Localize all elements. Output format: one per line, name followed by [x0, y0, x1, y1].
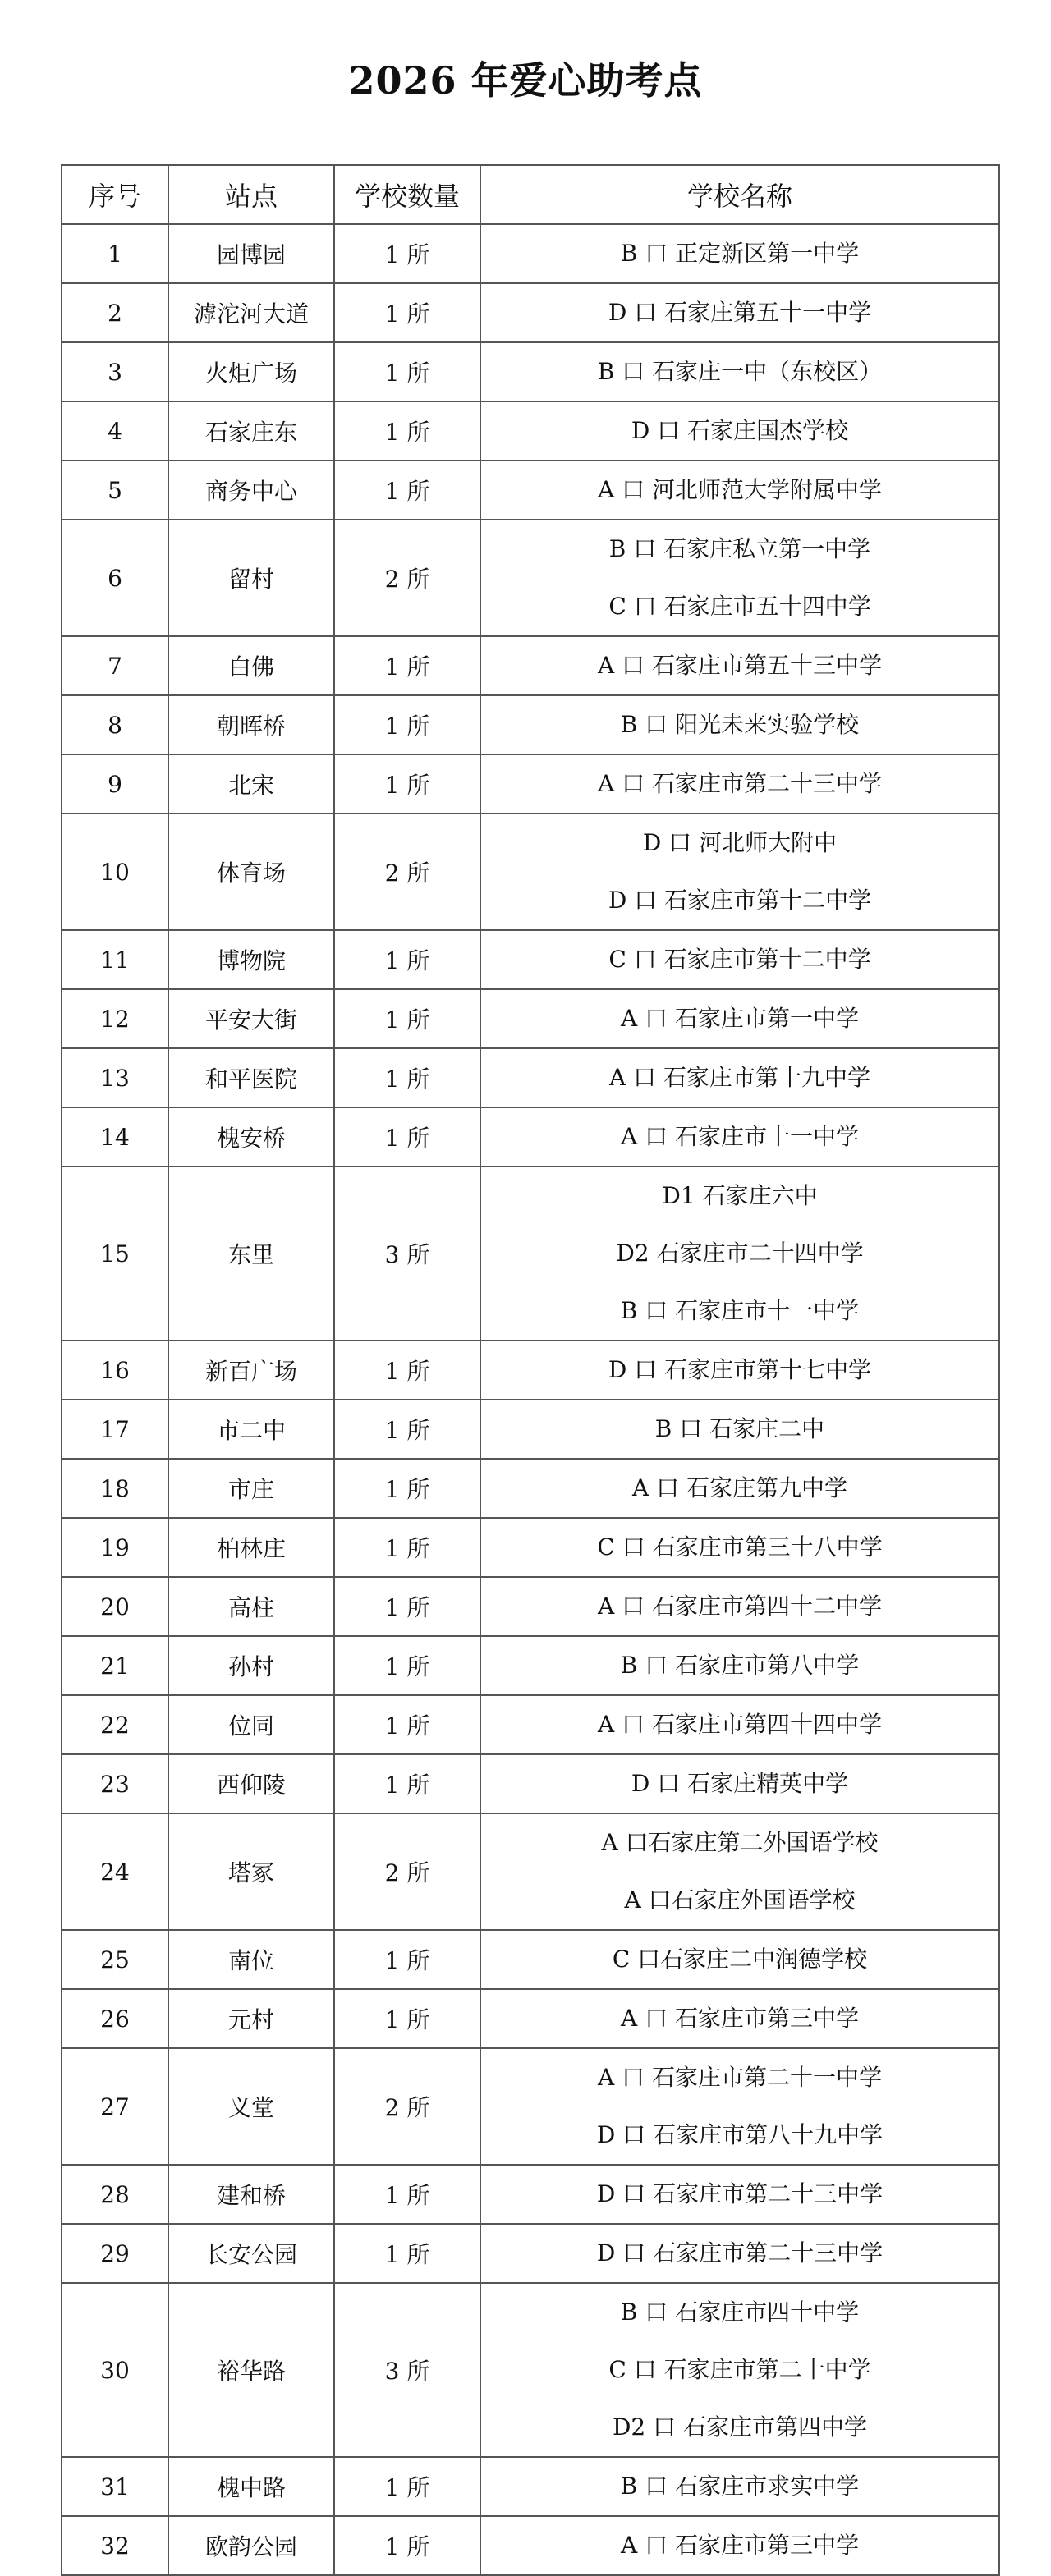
school-entry: D 口 石家庄市第二十三中学	[596, 2180, 883, 2207]
school-list	[480, 2457, 999, 2516]
row-number: 28	[62, 2165, 168, 2224]
school-entry: C 口石家庄二中润德学校	[612, 1946, 868, 1973]
school-count: 1 所	[334, 1636, 480, 1695]
row-number: 27	[62, 2048, 168, 2165]
station-name: 建和桥	[168, 2165, 334, 2224]
row-number: 16	[62, 1341, 168, 1400]
table-row	[62, 1107, 999, 1167]
table-row	[62, 283, 999, 342]
table-row	[62, 2457, 999, 2516]
school-count: 1 所	[334, 1459, 480, 1518]
station-name: 孙村	[168, 1636, 334, 1695]
station-name: 槐安桥	[168, 1107, 334, 1167]
header-station: 站点	[168, 165, 334, 224]
table-row	[62, 754, 999, 814]
station-name: 石家庄东	[168, 401, 334, 461]
row-number: 11	[62, 930, 168, 989]
station-name: 博物院	[168, 930, 334, 989]
school-entry: A 口 石家庄市第三中学	[620, 2005, 860, 2032]
school-list	[480, 2283, 999, 2457]
station-name: 北宋	[168, 754, 334, 814]
row-number: 22	[62, 1695, 168, 1754]
row-number: 31	[62, 2457, 168, 2516]
row-number: 18	[62, 1459, 168, 1518]
school-count: 1 所	[334, 1577, 480, 1636]
school-list	[480, 1107, 999, 1167]
station-name: 园博园	[168, 224, 334, 283]
school-entry: A 口 石家庄市第一中学	[620, 1005, 860, 1032]
table-row	[62, 520, 999, 636]
school-list	[480, 342, 999, 401]
station-name: 市庄	[168, 1459, 334, 1518]
table-row	[62, 1636, 999, 1695]
header-count: 学校数量	[334, 165, 480, 224]
school-entry: B 口 石家庄二中	[654, 1415, 825, 1442]
row-number: 20	[62, 1577, 168, 1636]
station-name: 滹沱河大道	[168, 283, 334, 342]
school-list	[480, 1813, 999, 1930]
table-row	[62, 1989, 999, 2048]
row-number: 8	[62, 695, 168, 754]
station-name: 火炬广场	[168, 342, 334, 401]
row-number: 32	[62, 2516, 168, 2575]
school-count: 1 所	[334, 695, 480, 754]
school-entry: D2 口 石家庄市第四中学	[612, 2413, 868, 2441]
school-list	[480, 1400, 999, 1459]
school-entry: A 口 河北师范大学附属中学	[597, 476, 883, 503]
school-entry: B 口 石家庄市求实中学	[620, 2473, 860, 2500]
table-row	[62, 930, 999, 989]
school-list	[480, 401, 999, 461]
school-entry: B 口 石家庄市四十中学	[620, 2299, 860, 2326]
table-row	[62, 1754, 999, 1813]
school-count: 1 所	[334, 283, 480, 342]
row-number: 9	[62, 754, 168, 814]
school-count: 1 所	[334, 1048, 480, 1107]
school-count: 2 所	[334, 1813, 480, 1930]
school-list	[480, 1930, 999, 1989]
row-number: 23	[62, 1754, 168, 1813]
station-name: 位同	[168, 1695, 334, 1754]
school-entry: A 口 石家庄市第四十四中学	[597, 1711, 883, 1738]
row-number: 5	[62, 461, 168, 520]
table-row	[62, 1459, 999, 1518]
station-name: 体育场	[168, 814, 334, 930]
row-number: 14	[62, 1107, 168, 1167]
school-count: 1 所	[334, 401, 480, 461]
school-count: 3 所	[334, 2283, 480, 2457]
school-count: 1 所	[334, 1695, 480, 1754]
school-list	[480, 2048, 999, 2165]
school-list	[480, 1459, 999, 1518]
row-number: 24	[62, 1813, 168, 1930]
table-row	[62, 224, 999, 283]
row-number: 19	[62, 1518, 168, 1577]
row-number: 12	[62, 989, 168, 1048]
school-list	[480, 930, 999, 989]
school-entry: D2 石家庄市二十四中学	[616, 1240, 864, 1267]
row-number: 15	[62, 1167, 168, 1341]
school-entry: A 口石家庄第二外国语学校	[601, 1829, 879, 1856]
row-number: 21	[62, 1636, 168, 1695]
station-name: 义堂	[168, 2048, 334, 2165]
table-row	[62, 1577, 999, 1636]
school-count: 1 所	[334, 636, 480, 695]
school-entry: A 口 石家庄市第三中学	[620, 2532, 860, 2559]
school-count: 1 所	[334, 2457, 480, 2516]
school-list	[480, 1167, 999, 1341]
school-count: 1 所	[334, 989, 480, 1048]
station-name: 南位	[168, 1930, 334, 1989]
school-count: 2 所	[334, 814, 480, 930]
school-entry: A 口 石家庄市第二十一中学	[597, 2064, 883, 2091]
school-count: 1 所	[334, 1400, 480, 1459]
school-entry: B 口 阳光未来实验学校	[620, 711, 860, 738]
school-count: 3 所	[334, 1167, 480, 1341]
station-name: 长安公园	[168, 2224, 334, 2283]
school-entry: D 口 石家庄第五十一中学	[608, 299, 872, 326]
table-row	[62, 1167, 999, 1341]
table-row	[62, 2048, 999, 2165]
school-entry: A 口 石家庄市第二十三中学	[597, 770, 883, 797]
table-body	[62, 224, 999, 2575]
table-row	[62, 401, 999, 461]
school-list	[480, 2516, 999, 2575]
school-list	[480, 1989, 999, 2048]
school-list	[480, 1695, 999, 1754]
school-list	[480, 1341, 999, 1400]
table-row	[62, 989, 999, 1048]
row-number: 17	[62, 1400, 168, 1459]
school-list	[480, 989, 999, 1048]
station-name: 新百广场	[168, 1341, 334, 1400]
station-name: 塔冢	[168, 1813, 334, 1930]
table-row	[62, 636, 999, 695]
school-entry: D 口 石家庄市第八十九中学	[596, 2121, 883, 2148]
station-name: 留村	[168, 520, 334, 636]
header-no: 序号	[62, 165, 168, 224]
station-name: 槐中路	[168, 2457, 334, 2516]
school-count: 1 所	[334, 2516, 480, 2575]
table-row	[62, 1518, 999, 1577]
school-entry: C 口 石家庄市第二十中学	[608, 2356, 871, 2383]
school-entry: D 口 河北师大附中	[642, 829, 838, 856]
school-list	[480, 1577, 999, 1636]
row-number: 4	[62, 401, 168, 461]
school-entry: A 口石家庄外国语学校	[624, 1886, 856, 1914]
table-row	[62, 2165, 999, 2224]
row-number: 1	[62, 224, 168, 283]
row-number: 29	[62, 2224, 168, 2283]
school-entry: B 口 正定新区第一中学	[620, 240, 860, 267]
row-number: 3	[62, 342, 168, 401]
table-row	[62, 1813, 999, 1930]
school-entry: D 口 石家庄市第十七中学	[608, 1356, 872, 1383]
school-entry: D 口 石家庄国杰学校	[631, 417, 849, 444]
school-entry: D1 石家庄六中	[662, 1182, 818, 1209]
school-count: 1 所	[334, 1107, 480, 1167]
school-entry: A 口 石家庄第九中学	[631, 1474, 848, 1501]
school-entry: A 口 石家庄市第十九中学	[608, 1064, 871, 1091]
school-entry: A 口 石家庄市十一中学	[620, 1123, 860, 1150]
row-number: 26	[62, 1989, 168, 2048]
station-name: 高柱	[168, 1577, 334, 1636]
station-name: 商务中心	[168, 461, 334, 520]
school-count: 1 所	[334, 224, 480, 283]
row-number: 2	[62, 283, 168, 342]
school-entry: B 口 石家庄私立第一中学	[608, 535, 871, 562]
school-list	[480, 520, 999, 636]
school-entry: D 口 石家庄市第二十三中学	[596, 2239, 883, 2267]
school-count: 1 所	[334, 461, 480, 520]
school-entry: A 口 石家庄市第五十三中学	[597, 652, 883, 679]
station-name: 柏林庄	[168, 1518, 334, 1577]
table-row	[62, 814, 999, 930]
station-name: 欧韵公园	[168, 2516, 334, 2575]
school-entry: C 口 石家庄市五十四中学	[608, 593, 871, 620]
school-list	[480, 1754, 999, 1813]
table-row	[62, 1930, 999, 1989]
school-count: 1 所	[334, 342, 480, 401]
row-number: 10	[62, 814, 168, 930]
school-count: 1 所	[334, 2224, 480, 2283]
exam-support-table	[61, 164, 1000, 2576]
station-name: 元村	[168, 1989, 334, 2048]
row-number: 7	[62, 636, 168, 695]
school-entry: B 口 石家庄一中（东校区）	[597, 358, 883, 385]
station-name: 白佛	[168, 636, 334, 695]
table-row	[62, 1695, 999, 1754]
school-list	[480, 283, 999, 342]
school-list	[480, 2224, 999, 2283]
school-entry: B 口 石家庄市第八中学	[620, 1652, 860, 1679]
school-list	[480, 1048, 999, 1107]
school-list	[480, 754, 999, 814]
row-number: 25	[62, 1930, 168, 1989]
station-name: 和平医院	[168, 1048, 334, 1107]
table-row	[62, 695, 999, 754]
station-name: 市二中	[168, 1400, 334, 1459]
school-count: 2 所	[334, 520, 480, 636]
table-row	[62, 1048, 999, 1107]
table-row	[62, 2224, 999, 2283]
school-list	[480, 636, 999, 695]
school-count: 1 所	[334, 1930, 480, 1989]
school-count: 1 所	[334, 2165, 480, 2224]
school-list	[480, 814, 999, 930]
station-name: 朝晖桥	[168, 695, 334, 754]
table-row	[62, 342, 999, 401]
table-row	[62, 1341, 999, 1400]
school-list	[480, 2165, 999, 2224]
school-entry: A 口 石家庄市第四十二中学	[597, 1593, 883, 1620]
school-entry: D 口 石家庄市第十二中学	[608, 887, 872, 914]
table-header-row	[62, 165, 999, 224]
station-name: 平安大街	[168, 989, 334, 1048]
school-list	[480, 1518, 999, 1577]
header-school: 学校名称	[480, 165, 999, 224]
school-count: 1 所	[334, 1518, 480, 1577]
school-list	[480, 461, 999, 520]
school-list	[480, 695, 999, 754]
school-count: 1 所	[334, 1341, 480, 1400]
row-number: 13	[62, 1048, 168, 1107]
school-entry: B 口 石家庄市十一中学	[620, 1297, 860, 1324]
school-count: 1 所	[334, 1989, 480, 2048]
school-count: 1 所	[334, 930, 480, 989]
row-number: 6	[62, 520, 168, 636]
station-name: 西仰陵	[168, 1754, 334, 1813]
school-entry: C 口 石家庄市第十二中学	[608, 946, 871, 973]
page-title: 2026 年爱心助考点	[348, 58, 703, 103]
school-entry: D 口 石家庄精英中学	[631, 1770, 849, 1797]
station-name: 裕华路	[168, 2283, 334, 2457]
school-entry: C 口 石家庄市第三十八中学	[597, 1533, 883, 1561]
school-list	[480, 1636, 999, 1695]
school-count: 1 所	[334, 754, 480, 814]
table-row	[62, 2283, 999, 2457]
school-list	[480, 224, 999, 283]
row-number: 30	[62, 2283, 168, 2457]
school-count: 1 所	[334, 1754, 480, 1813]
table-row	[62, 1400, 999, 1459]
school-count: 2 所	[334, 2048, 480, 2165]
table-row	[62, 461, 999, 520]
station-name: 东里	[168, 1167, 334, 1341]
table-row	[62, 2516, 999, 2575]
